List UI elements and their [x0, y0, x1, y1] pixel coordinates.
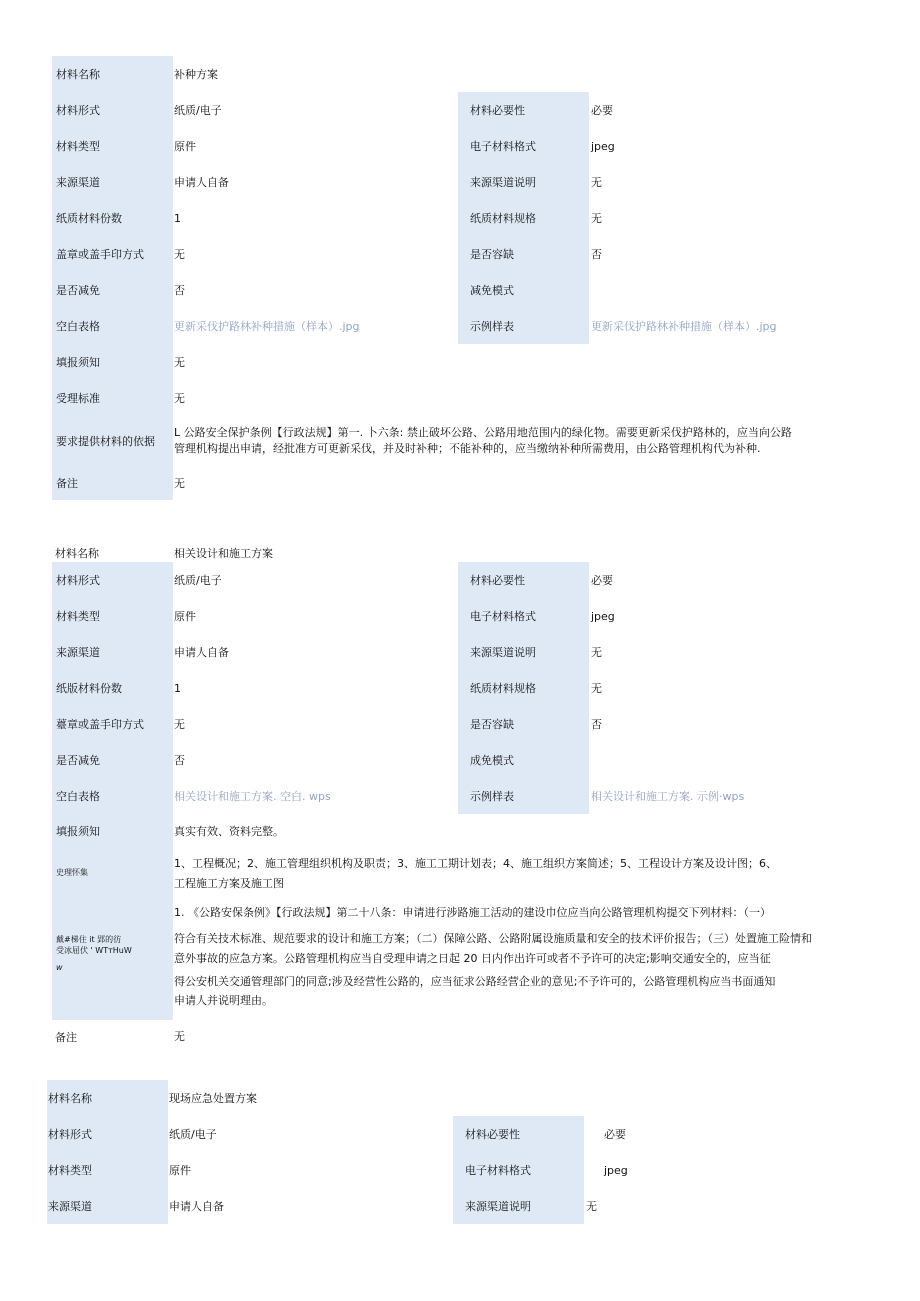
s2-accept-label: 史理怀集 — [52, 848, 173, 896]
s1-efmt-value: jpeg — [591, 139, 615, 153]
s3-src-label: 来源渠道 — [47, 1188, 168, 1224]
s2-exmode-label: 成免模式 — [458, 742, 589, 778]
s1-srcnote-value: 无 — [591, 175, 602, 189]
s3-srcnote-label: 来源渠道说明 — [453, 1188, 584, 1224]
s1-type-value: 原件 — [174, 139, 196, 153]
s2-spec-value: 无 — [591, 681, 602, 695]
s1-accept-value: 无 — [174, 391, 185, 405]
s2-accept-line-1: 1、工程概况；2、施工管理组织机构及职责；3、施工工期计划表；4、施工组织方案简述；5、工程设计方案及设计图；6、 — [174, 857, 777, 870]
s2-type-label: 材料类型 — [52, 598, 173, 634]
s1-seal-value: 无 — [174, 247, 185, 261]
s1-sample-label: 示例样表 — [458, 308, 589, 344]
s1-copies-value: 1 — [174, 211, 181, 225]
s2-name-label: 材料名称 — [55, 546, 99, 560]
s2-srcnote-label: 来源渠道说明 — [458, 634, 589, 670]
s2-seal-value: 无 — [174, 717, 185, 731]
s1-need-label: 材料必要性 — [458, 92, 589, 128]
s2-copies-label: 纸版材料份数 — [52, 670, 173, 706]
s1-note-value: 无 — [174, 476, 185, 490]
s2-sample-link[interactable]: 相关设计和施工方案. 示例·wps — [591, 789, 745, 803]
s2-note-value: 无 — [174, 1029, 185, 1043]
s1-basis-line-2: 管理机构提出申请，经批准方可更新采伐，并及时补种；不能补种的，应当缴纳补种所需费用，由公路管理机构代为补种. — [174, 442, 761, 455]
s2-basis-label — [52, 896, 173, 1020]
s1-form-value: 纸质/电子 — [174, 103, 222, 117]
s2-basis-label-line-2: 受冰屈伏 ' WTтHuW — [56, 946, 132, 955]
s1-sample-link[interactable]: 更新采伐护路林补种措施（样本）.jpg — [591, 319, 777, 333]
s1-spec-label: 纸质材料规格 — [458, 200, 589, 236]
s3-type-value: 原件 — [169, 1163, 191, 1177]
s2-tol-value: 否 — [591, 717, 602, 731]
s3-efmt-label: 电子材料格式 — [453, 1152, 584, 1188]
s1-exmode-label: 减免模式 — [458, 272, 589, 308]
s1-form-label: 材料形式 — [52, 92, 173, 128]
s2-basis-line-2: 符合有关技术标准、规范要求的设计和施工方案；（二）保障公路、公路附属设施质量和安全的技术评价报告；（三）处置施工险情和 — [174, 932, 812, 945]
s2-copies-value: 1 — [174, 681, 181, 695]
s2-basis-label-line-3: w — [56, 963, 63, 972]
s1-name-label: 材料名称 — [52, 56, 173, 92]
s2-note-label: 备注 — [55, 1030, 77, 1044]
s2-fill-value: 真实有效、资料完整。 — [174, 824, 284, 838]
s1-need-value: 必要 — [591, 103, 613, 117]
s2-exempt-value: 否 — [174, 753, 185, 767]
s3-srcnote-value: 无 — [586, 1199, 597, 1213]
s1-copies-label: 纸质材料份数 — [52, 200, 173, 236]
s2-basis-label-line-1: 戴#梯住 it 郢的彷 — [56, 935, 122, 944]
s1-note-label: 备注 — [52, 466, 173, 500]
s1-basis-line-1: L 公路安全保护条例【行政法规】第一. 卜六条: 禁止破坏公路、公路用地范围内的绿化物。需要更新采伐护路林的，应当向公路 — [174, 426, 792, 439]
s1-accept-label: 受理标准 — [52, 380, 173, 416]
s2-fill-label: 填报须知 — [52, 814, 173, 848]
s2-seal-label: 薹章或盖手印方式 — [52, 706, 173, 742]
s2-need-label: 材料必要性 — [458, 562, 589, 598]
s3-src-value: 申请人自备 — [169, 1199, 224, 1213]
s2-blank-link[interactable]: 相关设计和施工方案. 空白. wps — [174, 789, 331, 803]
s1-blank-link[interactable]: 更新采伐护路林补种措施（样本）.jpg — [174, 319, 360, 333]
s2-efmt-label: 电子材料格式 — [458, 598, 589, 634]
s3-need-value: 必要 — [604, 1127, 626, 1141]
s1-tol-label: 是否容缺 — [458, 236, 589, 272]
s3-form-value: 纸质/电子 — [169, 1127, 217, 1141]
s1-srcnote-label: 来源渠道说明 — [458, 164, 589, 200]
s2-src-value: 申请人自备 — [174, 645, 229, 659]
s2-need-value: 必要 — [591, 573, 613, 587]
s3-efmt-value: jpeg — [604, 1163, 628, 1177]
s2-exempt-label: 是否减免 — [52, 742, 173, 778]
s3-name-label: 材料名称 — [47, 1080, 168, 1116]
s1-src-value: 申请人自备 — [174, 175, 229, 189]
s2-form-label: 材料形式 — [52, 562, 173, 598]
s2-basis-line-4: 得公安机关交通管理部门的同意;涉及经营性公路的，应当征求公路经营企业的意见;不予许可的，公路管理机构应当书面通知 — [174, 975, 776, 988]
s2-basis-line-3: 意外事故的应急方案。公路管理机构应当自受理申请之日起 20 日内作出许可或者不予许可的决定;影响交通安全的，应当征 — [174, 952, 771, 965]
s3-need-label: 材料必要性 — [453, 1116, 584, 1152]
s2-type-value: 原件 — [174, 609, 196, 623]
s3-type-label: 材料类型 — [47, 1152, 168, 1188]
s2-form-value: 纸质/电子 — [174, 573, 222, 587]
s2-spec-label: 纸质材料规格 — [458, 670, 589, 706]
s2-blank-label: 空白表格 — [52, 778, 173, 814]
s1-name-value: 补种方案 — [174, 67, 218, 81]
s1-blank-label: 空白表格 — [52, 308, 173, 344]
s2-sample-label: 示例样表 — [458, 778, 589, 814]
s1-type-label: 材料类型 — [52, 128, 173, 164]
s2-srcnote-value: 无 — [591, 645, 602, 659]
s1-seal-label: 盖章或盖手印方式 — [52, 236, 173, 272]
s3-form-label: 材料形式 — [47, 1116, 168, 1152]
s2-basis-line-5: 申请人并说明理由。 — [174, 994, 273, 1007]
s1-exempt-value: 否 — [174, 283, 185, 297]
s2-src-label: 来源渠道 — [52, 634, 173, 670]
s1-efmt-label: 电子材料格式 — [458, 128, 589, 164]
s1-basis-label: 要求提供材料的依据 — [52, 416, 173, 466]
s1-spec-value: 无 — [591, 211, 602, 225]
s1-fill-value: 无 — [174, 355, 185, 369]
s1-fill-label: 填报须知 — [52, 344, 173, 380]
s2-tol-label: 是否容缺 — [458, 706, 589, 742]
s3-name-value: 现场应急处置方案 — [169, 1091, 257, 1105]
s2-accept-line-2: 工程施工方案及施工图 — [174, 877, 284, 890]
s1-exempt-label: 是否减免 — [52, 272, 173, 308]
s2-efmt-value: jpeg — [591, 609, 615, 623]
s1-tol-value: 否 — [591, 247, 602, 261]
s2-name-value: 相关设计和施工方案 — [174, 546, 273, 560]
s1-src-label: 来源渠道 — [52, 164, 173, 200]
s2-basis-line-1: 1. 《公路安保条例》【行政法规】第二十八条：申请进行涉路施工活动的建设巾位应当向公路管理机构提交下列材料：（一） — [174, 906, 771, 919]
